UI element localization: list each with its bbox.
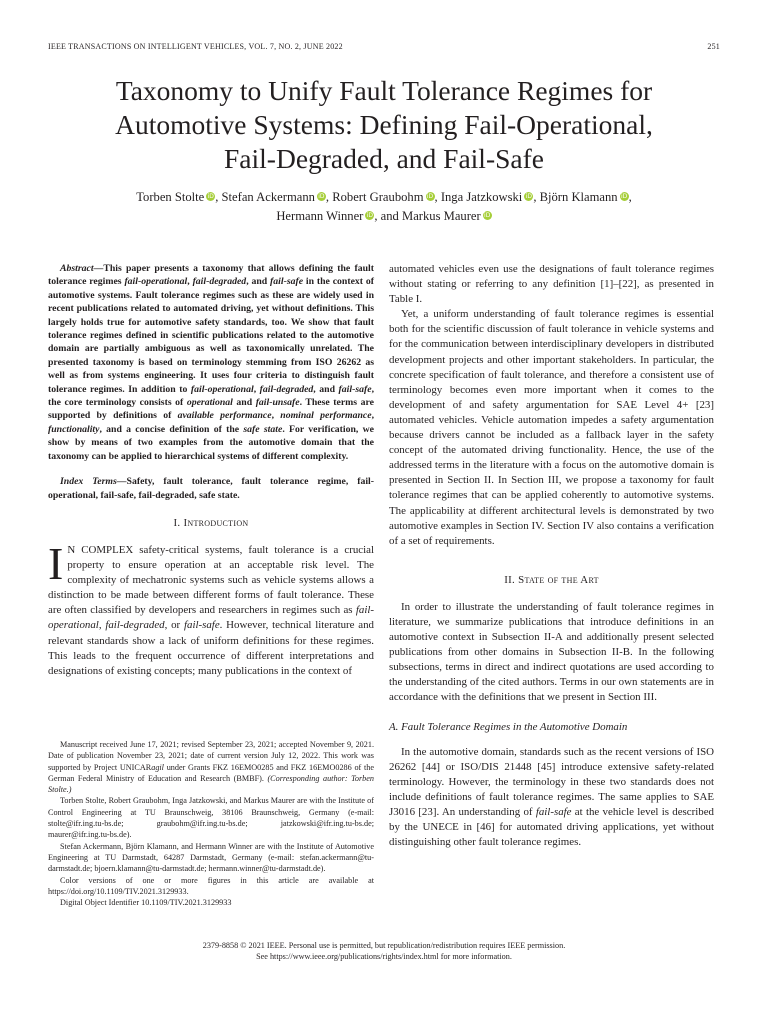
- author-name: Stefan Ackermann: [221, 190, 315, 204]
- author-list: [60, 188, 708, 225]
- author-separator: ,: [533, 190, 540, 204]
- author-separator: ,: [628, 190, 632, 204]
- abstract-text: ,: [253, 383, 260, 395]
- body-text: . However, technical literature and relevant standards show a lack of uniform definitions for these regimes. This leads to the frequent occurrence of different interpretations and designations of existing concepts; many publications in the context of: [48, 619, 374, 677]
- abstract-label: Abstract—: [60, 263, 104, 274]
- index-terms: [48, 475, 374, 502]
- author-name: Hermann Winner: [276, 208, 364, 223]
- journal-info: IEEE TRANSACTIONS ON INTELLIGENT VEHICLES, VOL. 7, NO. 2, JUNE 2022: [48, 42, 343, 51]
- body-text: N COMPLEX safety-critical systems, fault tolerance is a crucial property to ensure operation at an acceptable risk level. The complexity of mechatronic systems such as vehicle systems allows a distinction to be made between different forms of fault tolerance. These are often classified by developers and researchers in regimes such as: [48, 544, 374, 617]
- orcid-icon[interactable]: iD: [318, 193, 325, 200]
- left-column: [48, 262, 374, 679]
- abstract-text: and: [232, 397, 256, 409]
- running-head: [48, 42, 720, 54]
- intro-paragraph: [48, 538, 374, 679]
- abstract-term: available performance: [177, 410, 272, 422]
- body-term: fail-safe: [535, 806, 572, 818]
- index-terms-label: Index Terms—: [60, 476, 127, 488]
- footnote-paragraph: Color versions of one or more figures in this article are available at https://doi.org/10.1109/TIV.2021.3129933.: [48, 875, 374, 896]
- title-line: Automotive Systems: Defining Fail-Operational,: [115, 109, 653, 140]
- section-heading: [48, 516, 374, 531]
- author-line: [60, 207, 708, 226]
- author-separator: ,: [434, 190, 441, 204]
- abstract-text: ,: [271, 410, 281, 422]
- author-name: Björn Klamann: [539, 190, 618, 204]
- body-term: fail-operational: [48, 604, 374, 632]
- body-paragraph: [389, 745, 714, 851]
- copyright-line: 2379-8858 © 2021 IEEE. Personal use is permitted, but republication/redistribution requires IEEE permission.: [202, 941, 566, 950]
- footnote-text: under Grants FKZ 16EMO0285 and FKZ 16EMO0286 of the German Federal Ministry of Education and Research (BMBF).: [48, 762, 374, 783]
- author-name: Markus Maurer: [402, 208, 481, 223]
- section-heading: [389, 573, 714, 588]
- orcid-icon[interactable]: iD: [207, 193, 214, 200]
- abstract-term: safe state: [243, 423, 283, 435]
- abstract-term: operational: [186, 397, 233, 409]
- footnote-text: agil: [151, 762, 164, 772]
- subsection-heading: A. Fault Tolerance Regimes in the Automotive Domain: [389, 720, 628, 733]
- abstract-term: nominal performance: [280, 410, 372, 422]
- body-text: , or: [164, 619, 184, 632]
- footnote-paragraph: [48, 739, 374, 795]
- corresponding-author: (Corresponding author: Torben Stolte.): [48, 773, 374, 795]
- index-terms-text: Safety, fault tolerance, fault tolerance regime, fail-operational, fail-safe, fail-degraded, safe state.: [48, 476, 374, 501]
- footnote-paragraph: Digital Object Identifier 10.1109/TIV.2021.3129933: [60, 898, 232, 908]
- author-separator: ,: [215, 190, 222, 204]
- abstract-term: functionality: [48, 423, 100, 435]
- body-term: fail-safe: [183, 619, 220, 632]
- title-line: Fail-Degraded, and Fail-Safe: [224, 143, 544, 174]
- abstract: [48, 262, 374, 463]
- right-column: [389, 262, 714, 850]
- abstract-term: fail-safe: [338, 383, 372, 395]
- abstract-text: , the core terminology consists of: [48, 383, 374, 409]
- body-text: at the vehicle level is described by the UNECE in [46] for automated driving applications, yet without distinguishing other fault tolerance regimes.: [389, 806, 714, 849]
- body-paragraph: In order to illustrate the understanding of fault tolerance regimes in literature, we summarize publications that introduce definitions in an automotive context in Subsection II-A and additionally present selected publications from other domains in Subsection II-B. In the following subsections, terms in direct and indirect quotations are used according to the understanding of the cited authors. Terms in our own statements are in accordance with the definitions that we present in Section III.: [389, 600, 714, 704]
- abstract-term: fail-degraded: [192, 276, 247, 288]
- footnote: [48, 739, 374, 908]
- abstract-text: ,: [371, 410, 375, 422]
- abstract-term: fail-unsafe: [255, 397, 300, 409]
- orcid-icon[interactable]: iD: [426, 193, 434, 200]
- footnote-paragraph: Torben Stolte, Robert Graubohm, Inga Jatzkowski, and Markus Maurer are with the Institute of Control Engineering at TU Braunschweig, 38106 Braunschweig, Germany (e-mail: stolte@ifr.ing.tu-bs.de; graubohm@ifr.ing.tu-bs.de; jatzkowski@ifr.ing.tu-bs.de; maurer@ifr.ing.tu-bs.de).: [48, 796, 374, 840]
- author-line: [60, 188, 708, 207]
- author-name: Inga Jatzkowski: [440, 190, 523, 204]
- author-name: Robert Graubohm: [332, 190, 424, 204]
- body-paragraph: automated vehicles even use the designations of fault tolerance regimes without stating or referring to any definition [1]–[22], as presented in Table I.: [389, 263, 714, 306]
- orcid-icon[interactable]: iD: [525, 193, 532, 200]
- title-line: Taxonomy to Unify Fault Tolerance Regimes for: [115, 75, 653, 106]
- body-text: In the automotive domain, standards such as the recent versions of ISO 26262 [44] or ISO/DIS 21448 [45] introduce extensive safety-related terminology. However, the terminology in these two standards does not include definitions of fault tolerance regimes. The same applies to SAE J3016 [23]. An understanding of: [389, 745, 714, 818]
- body-paragraph: Yet, a uniform understanding of fault tolerance regimes is essential both for the scientific discussion of fault tolerance in vehicle systems and for the communication between interdisciplinary developers in distributed development projects and other important stakeholders. In particular, the concrete specification of fault tolerance, and therefore a consistent use of terminology becomes even more important when it comes to the development of and safety argumentation for SAE Level 4+ [23] automated vehicles. Vehicle automation impedes a safety argumentation because drivers cannot be included as a fallback layer in the safety concept of the automated driving functionality. Hence, the use of the addressed terms in the literature with a focus on the automotive domain is presented in Section II. In Section III, we propose a taxonomy for fault tolerance regimes that can be applied coherently to automotive systems. The applicability at different architectural levels is demonstrated by two automotive examples in Section IV. Section IV also contains a verification of a set of requirements.: [389, 308, 714, 547]
- body-term: fail-degraded: [105, 619, 165, 632]
- copyright-line: See https://www.ieee.org/publications/rights/index.html for more information.: [256, 952, 512, 961]
- page-number: 251: [707, 42, 720, 51]
- author-separator: , and: [374, 208, 402, 223]
- abstract-text: , and: [246, 276, 271, 288]
- orcid-icon[interactable]: iD: [620, 193, 628, 200]
- abstract-text: , and: [313, 383, 339, 395]
- orcid-icon[interactable]: iD: [366, 211, 373, 219]
- abstract-term: fail-safe: [270, 276, 304, 288]
- body-text: ,: [98, 619, 106, 632]
- drop-cap: I: [48, 538, 64, 589]
- abstract-text: , and a concise definition of the: [99, 423, 244, 435]
- section-title: State of the Art: [518, 573, 599, 586]
- section-title: Introduction: [183, 516, 249, 529]
- abstract-term: fail-operational: [190, 383, 254, 395]
- section-number: I.: [173, 516, 184, 529]
- abstract-term: fail-operational: [124, 276, 188, 288]
- orcid-icon[interactable]: iD: [484, 211, 491, 219]
- copyright-notice: [48, 940, 720, 962]
- footnote-text: Manuscript received June 17, 2021; revised September 23, 2021; accepted November 9, 2021. Date of publication November 23, 2021; date of current version July 12, 2022. This work was supported by Project UNICAR: [48, 740, 374, 772]
- footnote-paragraph: Stefan Ackermann, Björn Klamann, and Hermann Winner are with the Institute of Automotive Engineering at TU Darmstadt, 64287 Darmstadt, Germany (e-mail: stefan.ackermann@tu-darmstadt.de; bjoern.klamann@tu-darmstadt.de; hermann.winner@tu-darmstadt.de).: [48, 841, 374, 874]
- abstract-term: fail-degraded: [259, 383, 314, 395]
- paper-title: [60, 74, 708, 176]
- section-number: II.: [504, 573, 519, 586]
- abstract-text: . These terms are supported by definitions of: [48, 397, 374, 422]
- abstract-text: . For verification, we show by means of two examples from the automotive domain that the taxonomy can be applied to hierarchical systems of different complexity.: [48, 423, 374, 462]
- abstract-text: in the context of automotive systems. Fault tolerance regimes such as these are widely used in recent publications related to automated driving, yet without definitions. This largely holds true for automotive safety standards, too. We show that fault tolerance regimes defined in scientific publications related to the automotive domain are partially ambiguous as well as taxonomically unrelated. The presented taxonomy is based on terminology stemming from ISO 26262 as well as from systems engineering. It uses four criteria to distinguish fault tolerance regimes. In addition to: [48, 276, 374, 395]
- author-name: Torben Stolte: [136, 190, 205, 204]
- author-separator: ,: [325, 190, 333, 204]
- abstract-text: This paper presents a taxonomy that allows defining the fault tolerance regimes: [48, 263, 374, 288]
- abstract-text: ,: [187, 276, 193, 288]
